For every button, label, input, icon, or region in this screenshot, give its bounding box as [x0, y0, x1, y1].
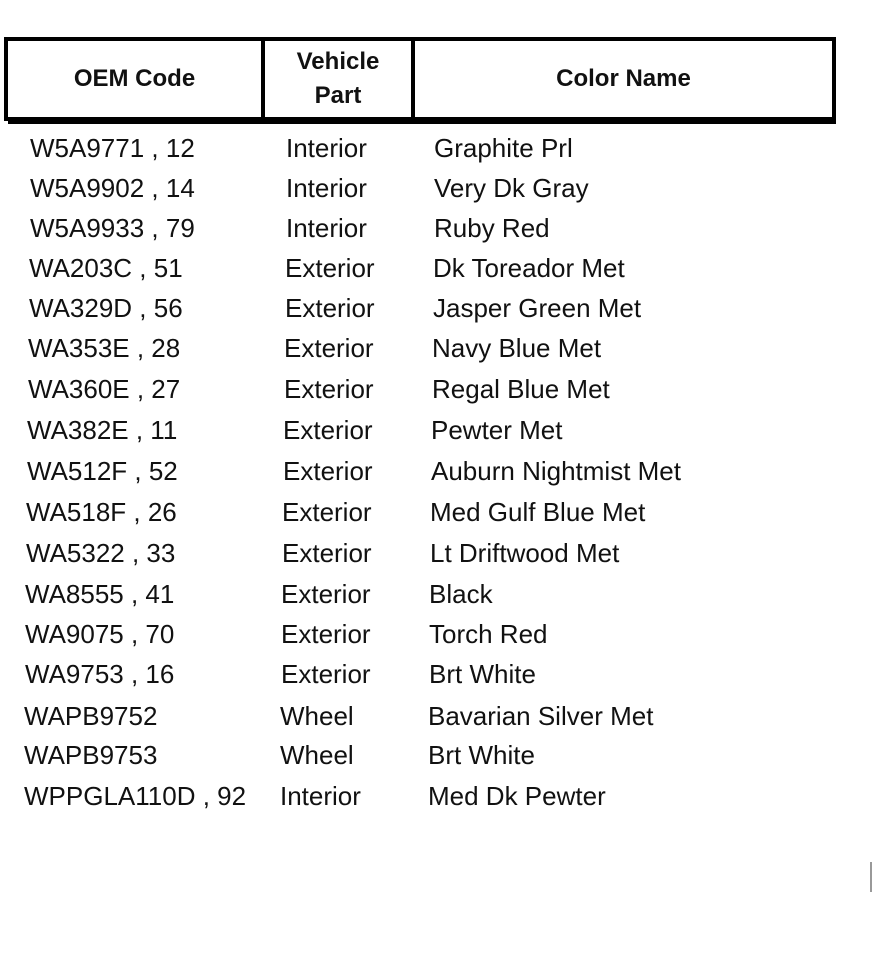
header-oem-code [8, 41, 265, 117]
table-row [0, 451, 877, 491]
table-row [0, 410, 877, 450]
vehicle-part-cell: Interior [286, 213, 367, 243]
color-name-cell: Auburn Nightmist Met [431, 456, 681, 486]
table-row [0, 533, 876, 573]
vehicle-part-cell: Exterior [282, 538, 372, 568]
vehicle-part-cell: Exterior [281, 619, 371, 649]
table-row [0, 128, 880, 168]
table-row [0, 208, 880, 248]
color-name-cell: Med Gulf Blue Met [430, 497, 646, 527]
header-divider [8, 121, 836, 124]
oem-code-cell: WA9753 , 16 [25, 659, 175, 689]
color-name-cell: Bavarian Silver Met [428, 701, 654, 731]
color-name-cell: Brt White [429, 659, 536, 689]
vehicle-part-cell: Interior [280, 781, 361, 811]
table-row [0, 696, 874, 736]
oem-code-cell: WA382E , 11 [27, 415, 178, 445]
table-row [0, 654, 875, 694]
oem-code-cell: WA360E , 27 [28, 374, 181, 404]
oem-code-cell: WA8555 , 41 [25, 579, 175, 609]
color-name-cell: Jasper Green Met [433, 293, 642, 323]
color-name-cell: Torch Red [429, 619, 548, 649]
vehicle-part-cell: Exterior [283, 415, 373, 445]
table-row [0, 168, 880, 208]
oem-code-cell: W5A9933 , 79 [30, 213, 195, 243]
table-row [0, 776, 874, 816]
table-row [0, 614, 875, 654]
header-vehicle-part-line1: Vehicle [296, 48, 380, 75]
oem-code-cell: WA353E , 28 [28, 333, 181, 363]
table-row [0, 735, 874, 775]
vehicle-part-cell: Interior [286, 133, 367, 163]
color-name-cell: Very Dk Gray [434, 173, 589, 203]
vehicle-part-cell: Exterior [285, 253, 375, 283]
header-oem-code-label: OEM Code [73, 65, 196, 92]
color-name-cell: Navy Blue Met [432, 333, 602, 363]
header-vehicle-part-line2: Part [314, 82, 362, 109]
header-vehicle-part [265, 41, 415, 117]
color-name-cell: Brt White [428, 740, 535, 770]
table-row [0, 288, 879, 328]
vehicle-part-cell: Exterior [284, 333, 374, 363]
oem-code-cell: WA9075 , 70 [25, 619, 175, 649]
color-name-cell: Dk Toreador Met [433, 253, 625, 283]
vehicle-part-cell: Exterior [282, 497, 372, 527]
scan-artifact [870, 862, 872, 892]
vehicle-part-cell: Exterior [281, 579, 371, 609]
oem-code-cell: WA5322 , 33 [26, 538, 176, 568]
vehicle-part-cell: Wheel [280, 701, 354, 731]
table-row [0, 248, 879, 288]
oem-code-cell: WA203C , 51 [29, 253, 183, 283]
oem-code-cell: W5A9902 , 14 [30, 173, 195, 203]
table-row [0, 328, 878, 368]
vehicle-part-cell: Exterior [283, 456, 373, 486]
table-header [4, 37, 836, 121]
color-name-cell: Graphite Prl [434, 133, 573, 163]
header-color-name [415, 41, 832, 117]
vehicle-part-cell: Exterior [284, 374, 374, 404]
color-name-cell: Ruby Red [434, 213, 550, 243]
table-row [0, 369, 878, 409]
color-name-cell: Regal Blue Met [432, 374, 610, 404]
oem-code-cell: WA518F , 26 [26, 497, 177, 527]
color-name-cell: Lt Driftwood Met [430, 538, 620, 568]
table-row [0, 492, 876, 532]
vehicle-part-cell: Exterior [285, 293, 375, 323]
color-name-cell: Pewter Met [431, 415, 563, 445]
vehicle-part-cell: Interior [286, 173, 367, 203]
header-color-name-label: Color Name [556, 65, 691, 92]
vehicle-part-cell: Exterior [281, 659, 371, 689]
oem-code-cell: WA329D , 56 [29, 293, 183, 323]
oem-code-cell: WA512F , 52 [27, 456, 178, 486]
table-row [0, 574, 875, 614]
oem-code-cell: WAPB9752 [24, 701, 158, 731]
vehicle-part-cell: Wheel [280, 740, 354, 770]
oem-code-cell: W5A9771 , 12 [30, 133, 195, 163]
oem-code-cell: WPPGLA110D , 92 [24, 781, 247, 811]
color-name-cell: Black [429, 579, 493, 609]
oem-code-cell: WAPB9753 [24, 740, 158, 770]
color-name-cell: Med Dk Pewter [428, 781, 606, 811]
